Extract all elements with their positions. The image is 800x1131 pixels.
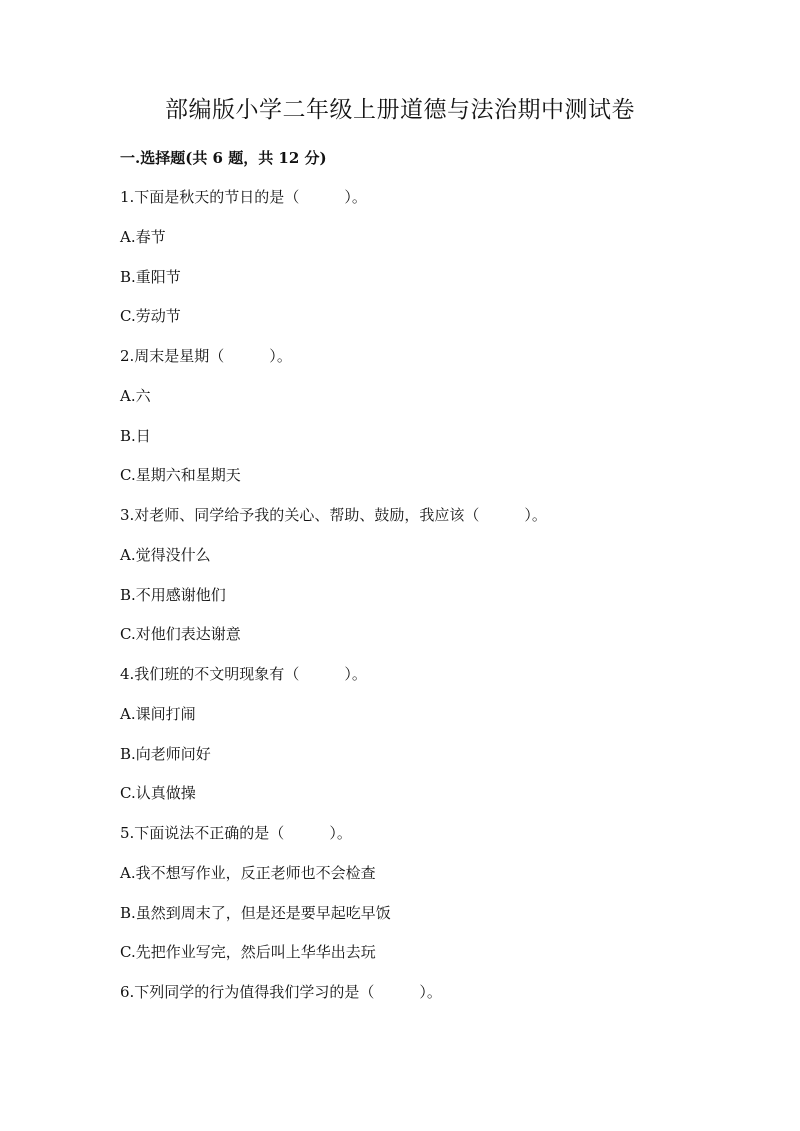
question-5-option-b: B.虽然到周末了，但是还是要早起吃早饭 (120, 903, 391, 922)
question-6: 6.下列同学的行为值得我们学习的是（ ）。 (120, 983, 442, 1001)
question-3-option-c: C.对他们表达谢意 (120, 625, 241, 644)
question-3-option-b: B.不用感谢他们 (120, 585, 226, 604)
question-1: 1.下面是秋天的节日的是（ ）。 (120, 188, 367, 206)
question-3-option-a: A.觉得没什么 (120, 545, 211, 564)
section-heading: 一.选择题(共 6 题，共 12 分) (120, 149, 327, 167)
question-list (120, 187, 720, 1022)
question-2-option-c: C.星期六和星期天 (120, 466, 241, 485)
question-5-option-c: C.先把作业写完，然后叫上华华出去玩 (120, 943, 376, 962)
question-1-option-c: C.劳动节 (120, 307, 181, 326)
question-5: 5.下面说法不正确的是（ ）。 (120, 824, 352, 842)
question-4: 4.我们班的不文明现象有（ ）。 (120, 665, 367, 683)
question-1-option-b: B.重阳节 (120, 267, 181, 286)
question-1-option-a: A.春节 (120, 227, 166, 246)
page-title: 部编版小学二年级上册道德与法治期中测试卷 (165, 97, 635, 123)
question-5-option-a: A.我不想写作业，反正老师也不会检查 (120, 863, 376, 882)
question-4-option-b: B.向老师问好 (120, 744, 211, 763)
question-3: 3.对老师、同学给予我的关心、帮助、鼓励，我应该（ ）。 (120, 506, 547, 524)
question-2: 2.周末是星期（ ）。 (120, 347, 292, 365)
question-2-option-a: A.六 (120, 386, 151, 405)
question-2-option-b: B.日 (120, 426, 151, 445)
question-4-option-a: A.课间打闹 (120, 704, 196, 723)
question-4-option-c: C.认真做操 (120, 784, 196, 803)
